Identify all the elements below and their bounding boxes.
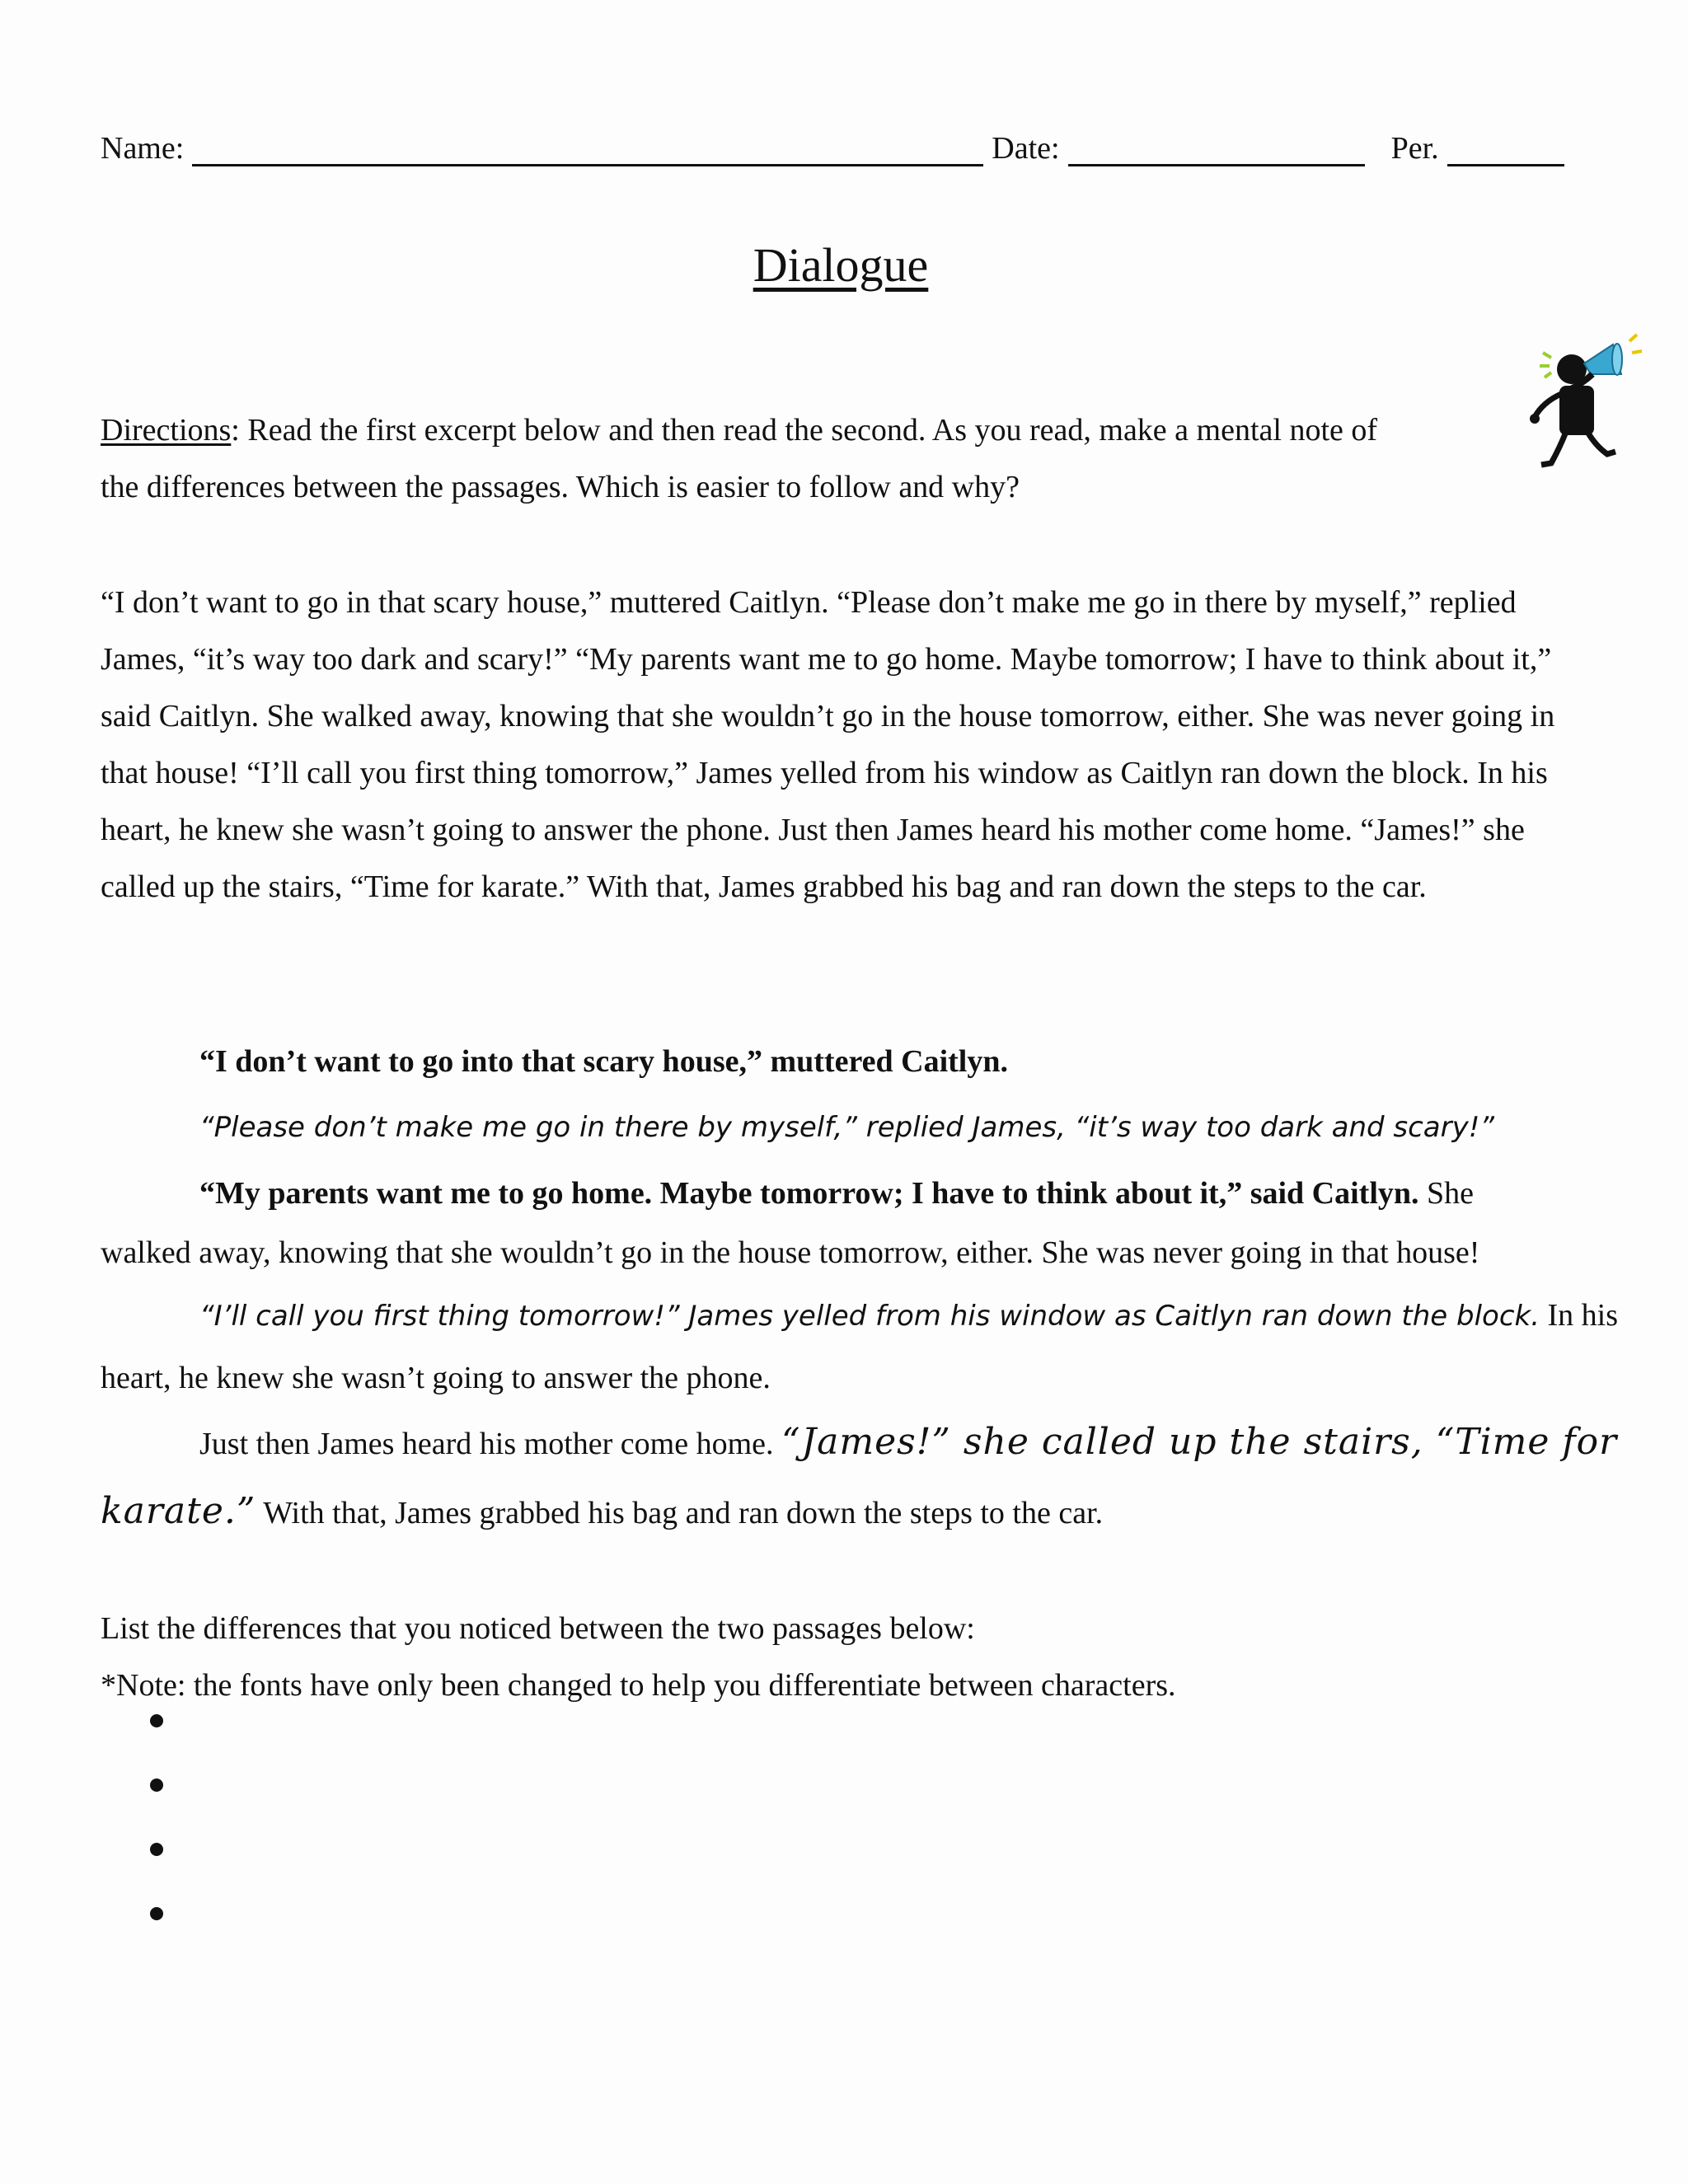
name-label: Name: [101, 131, 185, 166]
student-info-header [101, 124, 1581, 166]
second-excerpt [101, 1032, 1619, 1546]
narration-text: She [1427, 1176, 1475, 1211]
worksheet-page [101, 0, 1619, 2184]
differences-bullet-list [150, 1714, 163, 1971]
page-title: Dialogue [753, 238, 929, 292]
excerpt2-line-narration: walked away, knowing that she wouldn’t go in the house tomorrow, either. She was never going in that house! [101, 1235, 1480, 1270]
date-blank-line[interactable] [1068, 131, 1365, 166]
excerpt2-line-caitlyn-2 [101, 1164, 1581, 1223]
james-dialogue-hand: “I’ll call you first thing tomorrow!” James yelled from his window as Caitlyn ran down the block. [199, 1300, 1540, 1333]
mother-dialogue-script: karate.” [101, 1490, 256, 1532]
bullet-point-1[interactable] [150, 1714, 163, 1727]
period-label: Per. [1390, 131, 1439, 166]
excerpt2-line-narration-2: heart, he knew she wasn’t going to answer the phone. [101, 1361, 771, 1395]
bullet-point-4[interactable] [150, 1907, 163, 1920]
directions-label: Directions [101, 413, 232, 448]
excerpt2-line-caitlyn-1: “I don’t want to go into that scary house,” muttered Caitlyn. [199, 1044, 1008, 1079]
caitlyn-dialogue-bold: “My parents want me to go home. Maybe tomorrow; I have to think about it,” said Caitlyn. [199, 1176, 1419, 1211]
narration-text: In his [1547, 1298, 1619, 1333]
excerpt2-line-mother-1 [101, 1408, 1618, 1477]
excerpt2-line-mother-2 [101, 1477, 1581, 1546]
directions-paragraph [101, 402, 1386, 516]
font-note: *Note: the fonts have only been changed to help you differentiate between characters. [101, 1668, 1176, 1703]
differences-instruction: List the differences that you noticed between the two passages below: [101, 1611, 975, 1646]
directions-text: : Read the first excerpt below and then read the second. As you read, make a mental note of the differences between the passages. Which is easier to follow and why? [101, 413, 1378, 504]
first-excerpt: “I don’t want to go in that scary house,” muttered Caitlyn. “Please don’t make me go in there by myself,” replied James, “it’s way too dark and scary!” “My parents want me to go home. Maybe tomorrow; I have to think about it,” said Caitlyn. She walked away, knowing that she wouldn’t go in the house tomorrow, either. She was never going in that house! “I’ll call you first thing tomorrow,” James yelled from his window as Caitlyn ran down the block. In his heart, he knew she wasn’t going to answer the phone. Just then James heard his mother come home. “James!” she called up the stairs, “Time for karate.” With that, James grabbed his bag and ran down the steps to the car. [101, 585, 1555, 904]
date-label: Date: [992, 131, 1060, 166]
narration-text: Just then James heard his mother come home. [199, 1427, 774, 1461]
name-blank-line[interactable] [192, 131, 983, 166]
mother-dialogue-script: “James!” she called up the stairs, “Time for [781, 1421, 1618, 1463]
megaphone-person-icon [1419, 326, 1658, 475]
narration-text: With that, James grabbed his bag and ran down the steps to the car. [263, 1496, 1104, 1530]
bullet-point-2[interactable] [150, 1779, 163, 1792]
period-blank-line[interactable] [1447, 131, 1564, 166]
bullet-point-3[interactable] [150, 1843, 163, 1856]
excerpt2-line-james-2 [101, 1282, 1619, 1348]
differences-prompt [101, 1601, 1581, 1714]
excerpt2-line-james-1: “Please don’t make me go in there by myself,” replied James, “it’s way too dark and scary!” [199, 1111, 1494, 1144]
